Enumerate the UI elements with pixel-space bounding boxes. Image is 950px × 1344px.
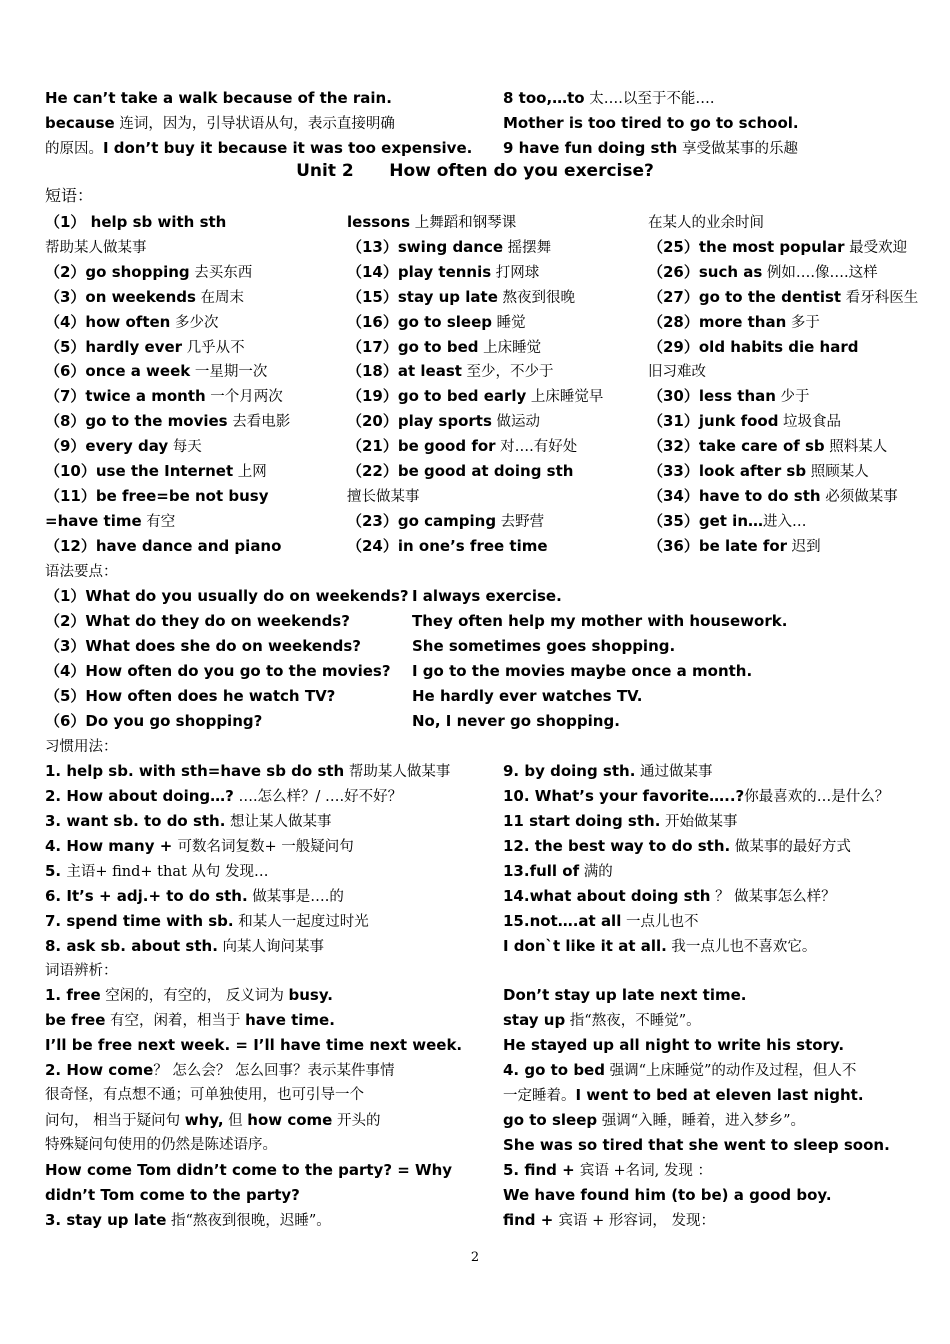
- phrase-term: （29）old habits die hard: [648, 337, 859, 356]
- vocab-howcome-def: ？ 怎么会？ 怎么回事？表示某件事情: [153, 1063, 395, 1079]
- grammar-question: （1）What do you usually do on weekends?: [45, 587, 409, 605]
- phrase-term: （31）junk food: [648, 412, 779, 431]
- vocab-free-example: I’ll be free next week. = I’ll have time next week.: [45, 1036, 463, 1054]
- vocab-r-line-4: [503, 1060, 856, 1081]
- usage-meaning: 做某事的最好方式: [730, 839, 851, 855]
- phrase-meaning: 熬夜到很晚: [497, 289, 575, 306]
- usage-term: 1. help sb. with sth=have sb do sth: [45, 762, 345, 780]
- phrase-row: [347, 361, 554, 382]
- vocab-find-obj: 宾语 +: [579, 1163, 626, 1179]
- phrase-row: [648, 411, 841, 432]
- phrase-row: [45, 461, 267, 482]
- phrase-meaning: 去看电影: [227, 414, 291, 431]
- phrase-meaning: 迟到: [787, 538, 821, 555]
- vocab-stayup-def-2: 指“熬夜，不睡觉”。: [565, 1013, 701, 1029]
- usage-row: [503, 911, 698, 932]
- vocab-stayup-def: 指“熬夜到很晚，迟睡”。: [166, 1213, 331, 1229]
- phrase-term: （18）at least: [347, 362, 462, 381]
- usage-meaning: 做某事是….的: [247, 889, 344, 905]
- phrase-meaning: 擅长做某事: [347, 488, 420, 505]
- phrase-meaning: 最受欢迎: [844, 239, 908, 256]
- usage-meaning: 通过做某事: [635, 764, 713, 780]
- phrase-row: [45, 486, 268, 507]
- usage-meaning: 和某人一起度过时光: [233, 914, 369, 930]
- phrase-term: （15）stay up late: [347, 287, 498, 306]
- grammar-answer: I always exercise.: [412, 587, 562, 605]
- phrase-row: [347, 237, 551, 258]
- usage-term: I don`t like it at all.: [503, 937, 667, 955]
- phrase-term: （26）such as: [648, 262, 763, 281]
- phrase-term: （21）be good for: [347, 437, 496, 456]
- phrase-term: （27）go to the dentist: [648, 287, 842, 306]
- usage-term: 15.not….at all: [503, 912, 622, 930]
- usage-row: [503, 861, 613, 882]
- usage-term: 3. want sb. to do sth.: [45, 812, 226, 830]
- phrase-term: （19）go to bed early: [347, 387, 527, 406]
- phrase-term: （5）hardly ever: [45, 337, 183, 356]
- top-left-line-2: [45, 113, 395, 134]
- usage-row: [45, 936, 324, 957]
- because-def: 连词，因为，引导状语从句，表示直接明确: [114, 116, 395, 132]
- vocab-free-word: 1. free: [45, 986, 101, 1004]
- phrase-row: [45, 312, 218, 333]
- usage-row: [45, 811, 332, 832]
- vocab-howcome-example-1: How come Tom didn’t come to the party? = Why: [45, 1161, 453, 1179]
- phrase-meaning: 每天: [168, 439, 202, 456]
- usage-row: [45, 861, 269, 882]
- vocab-howcome-word: 2. How come: [45, 1061, 154, 1079]
- vocab-find-def: 发现 ：: [663, 1163, 712, 1179]
- usage-meaning: 满的: [579, 864, 613, 880]
- phrase-row: [45, 511, 175, 532]
- grammar-question: （5）How often does he watch TV?: [45, 687, 336, 705]
- phrase-meaning: 照料某人: [824, 439, 888, 456]
- phrase-meaning: 至少，不少于: [461, 364, 554, 381]
- phrase-term: （28）more than: [648, 312, 787, 331]
- phrase-row: [347, 461, 573, 482]
- vocab-find-word: 5. find +: [503, 1161, 580, 1179]
- phrase-meaning: 例如….像….这样: [762, 264, 878, 281]
- phrase-term: （17）go to bed: [347, 337, 479, 356]
- vocab-r-line-5: [503, 1085, 864, 1106]
- phrase-meaning: 有空: [141, 513, 176, 530]
- grammar-question: （3）What does she do on weekends?: [45, 637, 362, 655]
- phrase-term: （14）play tennis: [347, 262, 492, 281]
- phrase-term: （35）get in…: [648, 511, 763, 530]
- usage-meaning: 一点儿也不: [621, 914, 699, 930]
- phrase-row: [347, 511, 544, 532]
- vocab-free-line: [45, 985, 333, 1006]
- vocab-gotobed-example: I went to bed at eleven last night.: [575, 1086, 864, 1104]
- phrase-meaning: 多于: [786, 314, 820, 331]
- phrase-term: （6）once a week: [45, 362, 191, 381]
- usage-row: [503, 761, 713, 782]
- phrase-row: [648, 436, 887, 457]
- vocab-gotobed-word: 4. go to bed: [503, 1061, 605, 1079]
- phrase-row: [347, 212, 516, 233]
- phrase-meaning: 上床睡觉早: [526, 389, 604, 406]
- phrase-term: （25）the most popular: [648, 237, 845, 256]
- phrase-meaning: 摇摆舞: [503, 239, 552, 256]
- phrase-row: [347, 262, 539, 283]
- phrase-row: [648, 262, 878, 283]
- usage-meaning: 向某人询问某事: [217, 939, 325, 955]
- phrase-row: [648, 511, 807, 532]
- vocab-r-line-10: [503, 1210, 715, 1231]
- phrase-meaning: 一星期一次: [190, 364, 268, 381]
- grammar-answer: No, I never go shopping.: [412, 712, 620, 730]
- vocab-r-line-2: [503, 1010, 701, 1031]
- phrase-row: [648, 461, 869, 482]
- vocab-howcome-def-3: [45, 1110, 380, 1131]
- usage-heading: [45, 736, 118, 757]
- phrase-meaning: 少于: [775, 389, 810, 406]
- phrase-term: =have time: [45, 511, 142, 530]
- phrase-meaning: 对….有好处: [495, 439, 578, 456]
- too-to-phrase: 8 too,…to: [503, 89, 585, 107]
- have-fun-phrase: 9 have fun doing sth: [503, 139, 678, 157]
- phrase-meaning: 进入…: [763, 513, 807, 530]
- phrase-meaning: 多少次: [170, 314, 219, 331]
- vocab-r-line-3: He stayed up all night to write his story.: [503, 1036, 845, 1054]
- phrase-row: [45, 536, 281, 557]
- phrase-row: [45, 287, 244, 308]
- phrase-term: （34）have to do sth: [648, 486, 821, 505]
- phrase-row: [648, 486, 898, 507]
- vocab-but-text: 但: [223, 1113, 248, 1129]
- phrase-row: [347, 536, 548, 557]
- phrase-row: [648, 212, 764, 233]
- vocab-r-line-7: She was so tired that she went to sleep soon.: [503, 1136, 890, 1154]
- usage-term: 10. What’s your favorite…..?: [503, 787, 745, 805]
- vocab-heading-text: 词语辨析：: [45, 963, 118, 979]
- phrase-meaning: 在周末: [195, 289, 245, 306]
- grammar-answer: She sometimes goes shopping.: [412, 637, 676, 655]
- usage-row: [503, 936, 816, 957]
- usage-term: 14.what about doing sth: [503, 887, 711, 905]
- usage-row: [45, 911, 369, 932]
- phrase-term: （24）in one’s free time: [347, 536, 548, 555]
- phrase-term: （11）be free=be not busy: [45, 486, 269, 505]
- vocab-r-line-9: We have found him (to be) a good boy.: [503, 1186, 832, 1204]
- phrase-term: （8）go to the movies: [45, 412, 228, 431]
- phrase-meaning: 打网球: [491, 264, 540, 281]
- phrase-meaning: 垃圾食品: [778, 414, 842, 431]
- phrase-meaning: 做运动: [491, 414, 540, 431]
- phrase-meaning: 看牙科医生: [841, 289, 919, 306]
- phrase-term: （2）go shopping: [45, 262, 190, 281]
- vocab-howcome-line: [45, 1060, 395, 1081]
- vocab-r-line-8: [503, 1160, 712, 1181]
- usage-meaning: 开始做某事: [660, 814, 738, 830]
- phrases-heading: [45, 186, 93, 206]
- usage-row: [503, 786, 889, 807]
- vocab-r-line-6: [503, 1110, 805, 1131]
- phrase-row: [347, 312, 526, 333]
- vocab-why-word: why,: [184, 1111, 224, 1129]
- usage-meaning: 你最喜欢的…是什么？: [744, 789, 890, 805]
- phrase-meaning: 帮助某人做某事: [45, 239, 147, 256]
- grammar-question: （4）How often do you go to the movies?: [45, 662, 391, 680]
- phrase-term: （10）use the Internet: [45, 462, 234, 480]
- phrase-meaning: 去野营: [496, 513, 545, 530]
- vocab-howcome-def-3e: 开头的: [332, 1113, 381, 1129]
- phrase-row: [347, 486, 420, 507]
- phrase-term: （23）go camping: [347, 511, 497, 530]
- usage-term: 6. It’s + adj.+ to do sth.: [45, 887, 248, 905]
- usage-row: [45, 786, 402, 807]
- usage-term: 11 start doing sth.: [503, 812, 661, 830]
- vocab-gotobed-def-2: 一定睡着。: [503, 1088, 576, 1104]
- phrase-row: [45, 337, 245, 358]
- phrase-term: （12）have dance and piano: [45, 536, 282, 555]
- top-left-line-1: He can’t take a walk because of the rain.: [45, 89, 392, 107]
- usage-term: 13.full of: [503, 862, 580, 880]
- top-right-line-3: [503, 138, 798, 159]
- usage-row: [45, 761, 450, 782]
- phrase-row: [648, 386, 810, 407]
- phrase-row: [347, 411, 540, 432]
- phrase-meaning: 上网: [233, 464, 267, 480]
- phrase-term: （20）play sports: [347, 412, 492, 431]
- reason-text: 的原因。: [45, 141, 103, 157]
- phrase-term: （7）twice a month: [45, 387, 206, 406]
- phrase-term: （22）be good at doing sth: [347, 462, 574, 480]
- phrase-meaning: 上舞蹈和钢琴课: [410, 215, 517, 231]
- vocab-befree-line: [45, 1010, 335, 1031]
- phrase-meaning: 几乎从不: [182, 339, 245, 356]
- phrase-term: （3）on weekends: [45, 287, 196, 306]
- usage-term: 5.: [45, 862, 67, 880]
- phrase-term: （9）every day: [45, 437, 169, 456]
- vocab-gotosleep-def: 强调“入睡，睡着，进入梦乡”。: [597, 1113, 806, 1129]
- usage-row: [503, 836, 851, 857]
- phrase-row: [347, 436, 577, 457]
- phrase-row: [45, 411, 290, 432]
- phrase-term: （4）how often: [45, 312, 171, 331]
- phrase-row: [347, 386, 603, 407]
- phrase-row: [45, 237, 147, 258]
- vocab-howcome-word-2: how come: [247, 1111, 333, 1129]
- usage-term: 2. How about doing…?: [45, 787, 234, 805]
- phrase-meaning: 睡觉: [492, 314, 526, 331]
- grammar-heading: [45, 561, 118, 582]
- top-left-line-3: [45, 138, 472, 159]
- phrase-row: [648, 237, 907, 258]
- vocab-befree-word: be free: [45, 1011, 106, 1029]
- vocab-stayup-line: [45, 1210, 331, 1231]
- usage-row: [45, 886, 344, 907]
- phrase-row: [648, 287, 918, 308]
- too-to-def: 太….以至于不能….: [584, 91, 715, 107]
- phrase-term: （30）less than: [648, 387, 776, 406]
- grammar-heading-text: 语法要点：: [45, 564, 118, 580]
- phrase-row: [347, 337, 541, 358]
- vocab-havetime-word: have time.: [245, 1011, 335, 1029]
- vocab-stayup-word: 3. stay up late: [45, 1211, 167, 1229]
- usage-row: [503, 886, 836, 907]
- usage-meaning: 我一点儿也不喜欢它。: [666, 939, 817, 955]
- unit-title: Unit 2 How often do you exercise?: [296, 161, 654, 181]
- vocab-find-noun: 名词,: [625, 1163, 664, 1179]
- vocab-r-line-1: Don’t stay up late next time.: [503, 986, 747, 1004]
- phrase-meaning: 旧习难改: [648, 364, 706, 381]
- phrase-row: [45, 436, 202, 457]
- top-right-line-2: Mother is too tired to go to school.: [503, 114, 799, 132]
- phrase-term: （13）swing dance: [347, 237, 504, 256]
- vocab-howcome-def-2: 很奇怪，有点想不通；可单独使用，也可引导一个: [45, 1087, 364, 1103]
- phrase-row: [648, 337, 859, 358]
- phrase-meaning: 照顾某人: [806, 464, 869, 480]
- phrase-row: [648, 361, 706, 382]
- phrase-row: [347, 287, 575, 308]
- phrase-meaning: 去买东西: [189, 264, 253, 281]
- vocab-find-adj-def: 宾语 + 形容词， 发现：: [558, 1213, 716, 1229]
- usage-term: 8. ask sb. about sth.: [45, 937, 218, 955]
- vocab-howcome-def-4: 特殊疑问句使用的仍然是陈述语序。: [45, 1137, 277, 1153]
- vocab-howcome-def-3a: 问句， 相当于疑问句: [45, 1113, 185, 1129]
- phrase-row: [45, 386, 283, 407]
- usage-meaning: ？ 做某事怎么样？: [710, 889, 836, 905]
- vocab-stayup-word-2: stay up: [503, 1011, 566, 1029]
- grammar-answer: I go to the movies maybe once a month.: [412, 662, 753, 680]
- vocab-free-def: 空闲的，有空的， 反义词为: [100, 988, 289, 1004]
- phrase-meaning: 一个月两次: [205, 389, 283, 406]
- page-number: 2: [470, 1250, 480, 1265]
- phrase-term: lessons: [347, 213, 411, 231]
- vocab-busy-word: busy.: [288, 986, 333, 1004]
- usage-meaning: 主语+ find+ that 从句 发现…: [66, 864, 269, 880]
- usage-row: [45, 836, 354, 857]
- phrase-term: （33）look after sb: [648, 462, 807, 480]
- phrase-meaning: 在某人的业余时间: [648, 215, 764, 231]
- usage-row: [503, 811, 738, 832]
- grammar-question: （2）What do they do on weekends?: [45, 612, 350, 630]
- have-fun-def: 享受做某事的乐趣: [677, 141, 798, 157]
- phrase-meaning: 必须做某事: [820, 488, 898, 505]
- vocab-befree-def: 有空，闲着，相当于: [105, 1013, 246, 1029]
- vocab-find-word-2: find +: [503, 1211, 559, 1229]
- phrase-term: （36）be late for: [648, 536, 788, 555]
- usage-term: 7. spend time with sb.: [45, 912, 234, 930]
- vocab-gotosleep-word: go to sleep: [503, 1111, 598, 1129]
- vocab-howcome-example-2: didn’t Tom come to the party?: [45, 1186, 300, 1204]
- usage-term: 9. by doing sth.: [503, 762, 636, 780]
- usage-term: 4. How many +: [45, 837, 178, 855]
- usage-term: 12. the best way to do sth.: [503, 837, 731, 855]
- phrase-row: [45, 212, 226, 233]
- because-word: because: [45, 114, 115, 132]
- grammar-answer: They often help my mother with housework.: [412, 612, 788, 630]
- usage-heading-text: 习惯用法：: [45, 739, 118, 755]
- usage-meaning: 想让某人做某事: [225, 814, 332, 830]
- grammar-question: （6）Do you go shopping?: [45, 712, 263, 730]
- phrase-row: [648, 536, 821, 557]
- phrase-term: （1） help sb with sth: [45, 213, 227, 231]
- top-right-line-1: [503, 88, 714, 109]
- phrase-meaning: 上床睡觉: [478, 339, 542, 356]
- vocab-heading: [45, 960, 118, 981]
- phrase-row: [648, 312, 820, 333]
- vocab-gotobed-def: 强调“上床睡觉”的动作及过程，但人不: [604, 1063, 857, 1079]
- phrase-term: （16）go to sleep: [347, 312, 492, 331]
- phrase-term: （32）take care of sb: [648, 437, 825, 456]
- usage-meaning: 可数名词复数+ 一般疑问句: [177, 839, 354, 855]
- phrases-heading-text: 短语：: [45, 186, 94, 205]
- phrase-row: [45, 361, 267, 382]
- grammar-answer: He hardly ever watches TV.: [412, 687, 643, 705]
- phrase-row: [45, 262, 252, 283]
- usage-meaning: 帮助某人做某事: [344, 764, 451, 780]
- usage-meaning: ….怎么样？/ ….好不好？: [233, 789, 403, 805]
- because-example: I don’t buy it because it was too expensive.: [103, 139, 473, 157]
